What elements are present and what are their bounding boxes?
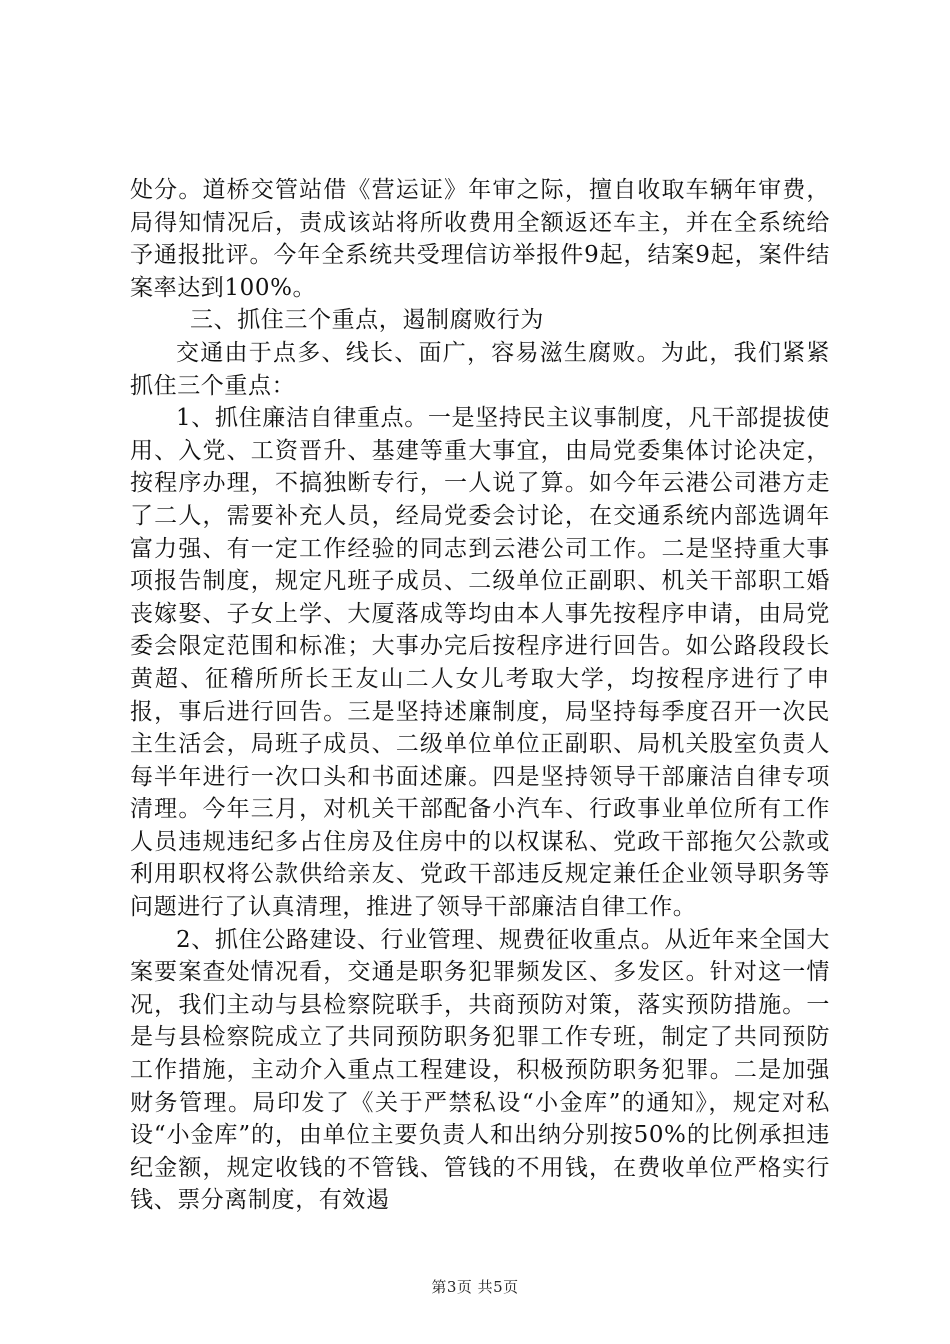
document-body: [130, 174, 830, 1217]
paragraph-continuation: 处分。道桥交管站借《营运证》年审之际，擅自收取车辆年审费，局得知情况后，责成该站将所收费用全额返还车主，并在全系统给予通报批评。今年全系统共受理信访举报件9起，结案9起，案件结案率达到100%。: [130, 177, 830, 301]
paragraph-point-2: 2、抓住公路建设、行业管理、规费征收重点。从近年来全国大案要案查处情况看，交通是职务犯罪频发区、多发区。针对这一情况，我们主动与县检察院联手，共商预防对策，落实预防措施。一是与县检察院成立了共同预防职务犯罪工作专班，制定了共同预防工作措施，主动介入重点工程建设，积极预防职务犯罪。二是加强财务管理。局印发了《关于严禁私设“小金库”的通知》，规定对私设“小金库”的，由单位主要负责人和出纳分别按50%的比例承担违纪金额，规定收钱的不管钱、管钱的不用钱，在费收单位严格实行钱、票分离制度，有效遏: [130, 926, 830, 1214]
section-heading: 三、抓住三个重点，遏制腐败行为: [190, 307, 544, 334]
page-footer: 第3页 共5页: [431, 1278, 519, 1296]
paragraph-intro: 交通由于点多、线长、面广，容易滋生腐败。为此，我们紧紧抓住三个重点：: [130, 339, 830, 399]
paragraph-point-1: 1、抓住廉洁自律重点。一是坚持民主议事制度，凡干部提拔使用、入党、工资晋升、基建等重大事宜，由局党委集体讨论决定，按程序办理，不搞独断专行，一人说了算。如今年云港公司港方走了二人，需要补充人员，经局党委会讨论，在交通系统内部选调年富力强、有一定工作经验的同志到云港公司工作。二是坚持重大事项报告制度，规定凡班子成员、二级单位正副职、机关干部职工婚丧嫁娶、子女上学、大厦落成等均由本人事先按程序申请，由局党委会限定范围和标准；大事办完后按程序进行回告。如公路段段长黄超、征稽所所长王友山二人女儿考取大学，均按程序进行了申报，事后进行回告。三是坚持述廉制度，局坚持每季度召开一次民主生活会，局班子成员、二级单位单位正副职、局机关股室负责人每半年进行一次口头和书面述廉。四是坚持领导干部廉洁自律专项清理。今年三月，对机关干部配备小汽车、行政事业单位所有工作人员违规违纪多占住房及住房中的以权谋私、党政干部拖欠公款或利用职权将公款供给亲友、党政干部违反规定兼任企业领导职务等问题进行了认真清理，推进了领导干部廉洁自律工作。: [130, 405, 830, 921]
